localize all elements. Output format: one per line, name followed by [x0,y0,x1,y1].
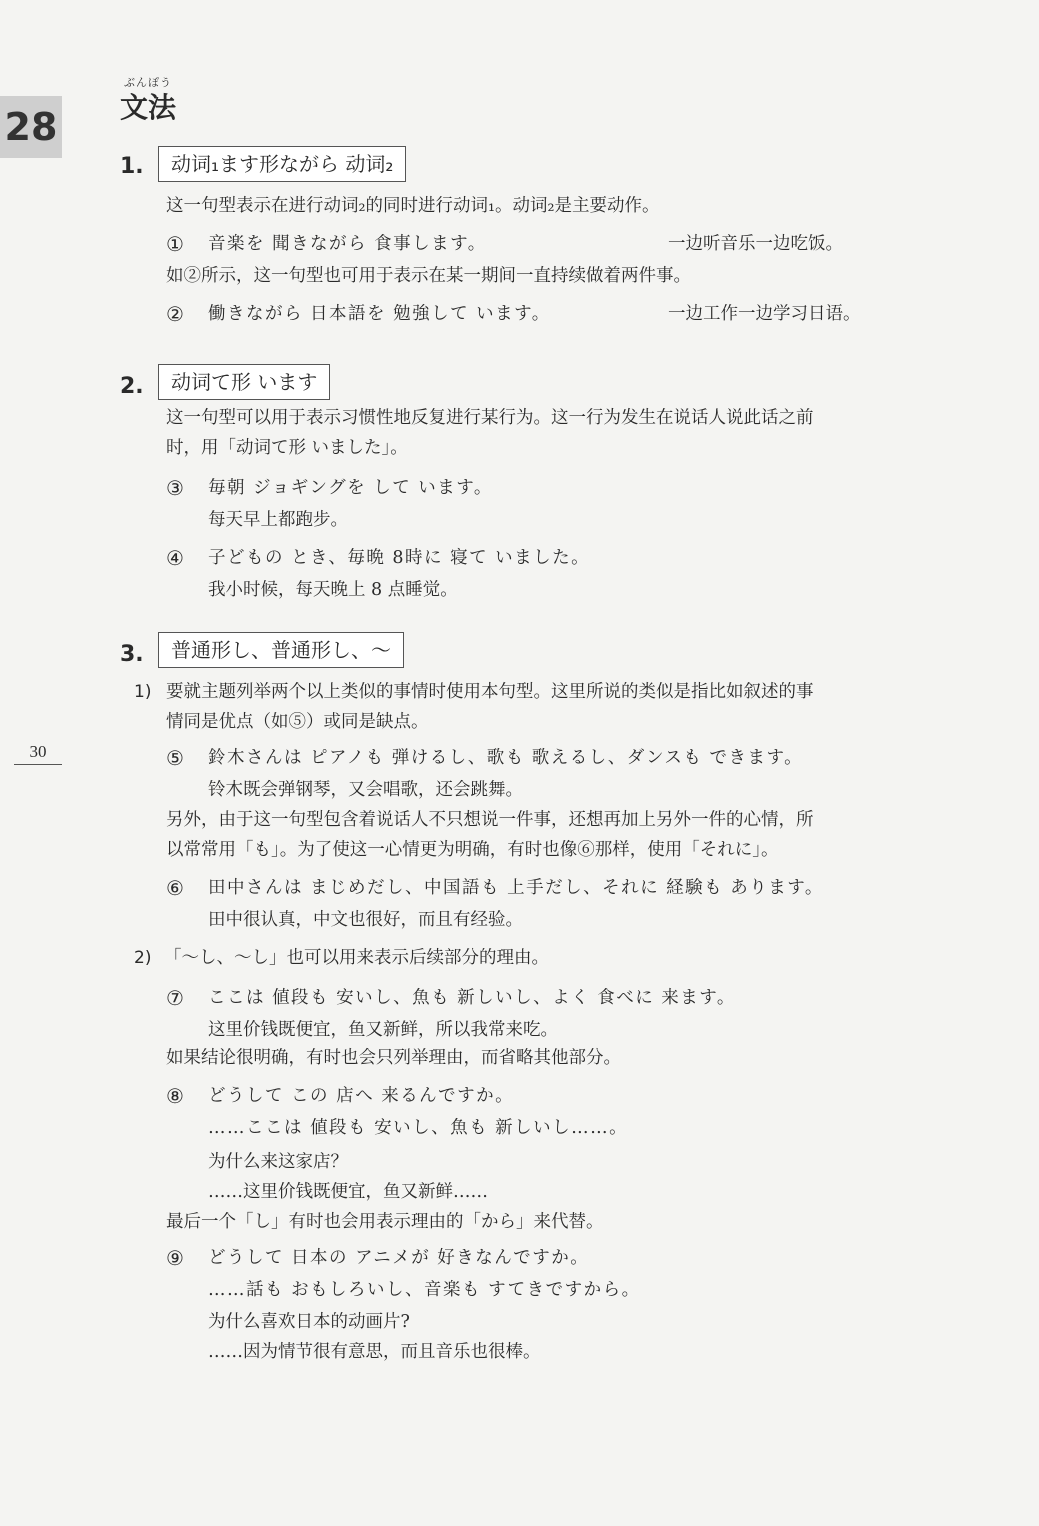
section-2-description-line-1: 这一句型可以用于表示习惯性地反复进行某行为。这一行为发生在说话人说此话之前 [166,408,814,428]
example-5-japanese: 鈴木さんは ピアノも 弾けるし、歌も 歌えるし、ダンスも できます。 [208,748,804,768]
example-6-number: ⑥ [166,876,184,900]
section-3-pattern: 普通形し、普通形し、～ [158,632,404,668]
example-5-number: ⑤ [166,746,184,770]
example-4-translation: 我小时候，每天晚上 8 点睡觉。 [208,580,458,600]
example-7-japanese: ここは 値段も 安いし、魚も 新しいし、よく 食べに 来ます。 [208,988,736,1008]
example-4-japanese: 子どもの とき、毎晩 8時に 寝て いました。 [208,548,591,568]
page-number: 30 [14,742,62,765]
example-9-number: ⑨ [166,1246,184,1270]
example-9-translation-1: 为什么喜欢日本的动画片? [208,1312,410,1332]
subsection-1-number: 1) [134,682,152,702]
section-1-description: 这一句型表示在进行动词₂的同时进行动词₁。动词₂是主要动作。 [166,196,660,216]
example-8-japanese-1: どうして この 店へ 来るんですか。 [208,1086,515,1106]
section-1-number: 1. [120,154,144,179]
paragraph-1-line-1: 另外，由于这一句型包含着说话人不只想说一件事，还想再加上另外一件的心情，所 [166,810,814,830]
section-2-number: 2. [120,374,144,399]
example-3-translation: 每天早上都跑步。 [208,510,348,530]
example-6-translation: 田中很认真，中文也很好，而且有经验。 [208,910,523,930]
paragraph-2: 如果结论很明确，有时也会只列举理由，而省略其他部分。 [166,1048,621,1068]
example-3-number: ③ [166,476,184,500]
subsection-1-line-2: 情同是优点（如⑤）或同是缺点。 [166,712,429,732]
example-8-translation-1: 为什么来这家店？ [208,1152,348,1172]
example-8-japanese-2: ……ここは 値段も 安いし、魚も 新しいし……。 [208,1118,629,1138]
subsection-1-line-1: 要就主题列举两个以上类似的事情时使用本句型。这里所说的类似是指比如叙述的事 [166,682,814,702]
section-3-number: 3. [120,642,144,667]
example-9-japanese-2: ……話も おもしろいし、音楽も すてきですから。 [208,1280,641,1300]
paragraph-1-line-2: 以常常用「も」。为了使这一心情更为明确，有时也像⑥那样，使用「それに」。 [166,840,779,860]
example-9-japanese-1: どうして 日本の アニメが 好きなんですか。 [208,1248,590,1268]
title-ruby: ぶんぽう [124,76,172,89]
example-9-translation-2: ……因为情节很有意思，而且音乐也很棒。 [208,1342,541,1362]
example-7-number: ⑦ [166,986,184,1010]
example-2-japanese: 働きながら 日本語を 勉強して います。 [208,304,551,324]
subsection-2-number: 2) [134,948,152,968]
example-3-japanese: 毎朝 ジョギングを して います。 [208,478,493,498]
example-2-number: ② [166,302,184,326]
example-4-number: ④ [166,546,184,570]
section-1-pattern: 动词₁ます形ながら 动词₂ [158,146,406,182]
example-1-translation: 一边听音乐一边吃饭。 [668,234,843,254]
section-2-description-line-2: 时，用「动词て形 いました」。 [166,438,408,458]
example-8-translation-2: ……这里价钱既便宜，鱼又新鲜…… [208,1182,488,1202]
section-2-pattern: 动词て形 います [158,364,330,400]
example-2-translation: 一边工作一边学习日语。 [668,304,861,324]
example-8-number: ⑧ [166,1084,184,1108]
page-title: 文法 [120,91,177,124]
example-5-translation: 铃木既会弹钢琴，又会唱歌，还会跳舞。 [208,780,523,800]
example-7-translation: 这里价钱既便宜，鱼又新鲜，所以我常来吃。 [208,1020,558,1040]
chapter-tab: 28 [0,96,62,158]
paragraph-3: 最后一个「し」有时也会用表示理由的「から」来代替。 [166,1212,604,1232]
example-1-number: ① [166,232,184,256]
subsection-2-text: 「～し、～し」也可以用来表示后续部分的理由。 [164,948,549,968]
section-1-description-2: 如②所示，这一句型也可用于表示在某一期间一直持续做着两件事。 [166,266,691,286]
example-1-japanese: 音楽を 聞きながら 食事します。 [208,234,487,254]
example-6-japanese: 田中さんは まじめだし、中国語も 上手だし、それに 経験も あります。 [208,878,824,898]
